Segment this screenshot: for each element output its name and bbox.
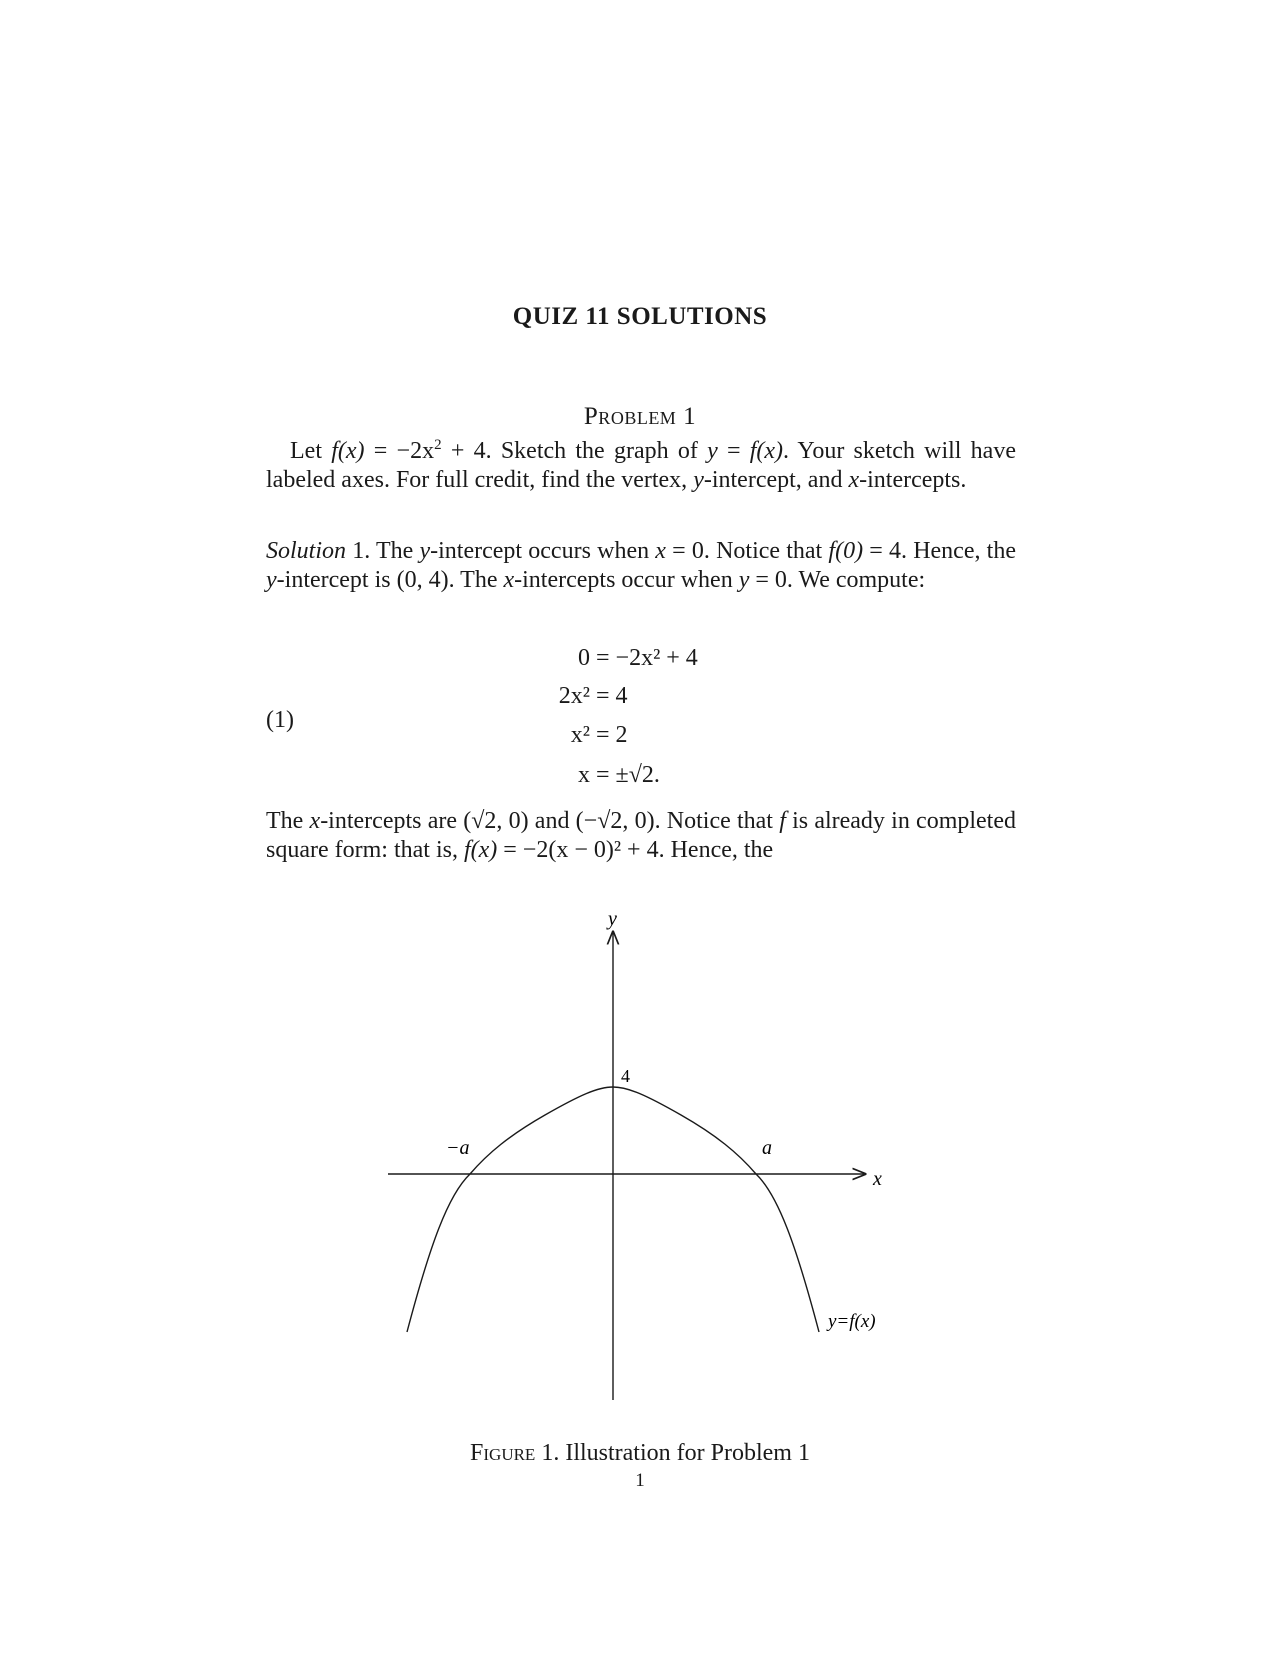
equation-rhs: = −2x² + 4	[596, 645, 698, 671]
math-var: y	[707, 438, 718, 464]
section-heading: Problem 1	[583, 403, 697, 430]
curve-label: y=f(x)	[828, 1311, 876, 1332]
after-text: is already in completed square form: that is,	[266, 808, 1016, 863]
caption-number: 1.	[535, 1440, 560, 1466]
after-text: -intercepts are (√2, 0) and (−√2, 0). Notice that	[320, 808, 780, 834]
math-var: f(x)	[749, 438, 784, 464]
neg-intercept-label: −a	[446, 1137, 470, 1159]
y-axis-label: y	[608, 908, 617, 930]
equation-rhs: = ±√2.	[596, 762, 660, 788]
problem-text: -intercept, and	[703, 467, 849, 493]
math-var: y	[419, 538, 431, 564]
problem-statement	[266, 437, 1016, 495]
equation-lhs: 2x²	[558, 683, 590, 709]
equation-lhs: 0	[578, 645, 590, 671]
caption-text: Illustration for Problem 1	[559, 1440, 810, 1466]
figure-caption	[0, 1440, 1280, 1467]
math-var: f(x)	[331, 438, 365, 464]
problem-text: Let	[290, 438, 332, 464]
math-var: y	[738, 567, 750, 593]
caption-label: Figure	[470, 1440, 536, 1466]
math-var: x	[503, 567, 515, 593]
solution-text: = 0. We compute:	[749, 567, 926, 593]
page-number: 1	[635, 1470, 645, 1491]
equation-lhs: x²	[570, 722, 590, 748]
equation-block	[266, 645, 1016, 795]
solution-text: = 4. Hence, the	[863, 538, 1016, 564]
math-var: x	[848, 467, 860, 493]
math-var: f(0)	[828, 538, 864, 564]
solution-text: = 0. Notice that	[665, 538, 829, 564]
parabola-sketch	[370, 895, 910, 1415]
equation-lhs: x	[578, 762, 590, 788]
math-var: x	[309, 808, 321, 834]
problem-text: . Your sketch will have labeled axes. For full credit, find the vertex,	[266, 438, 1016, 493]
math-exponent: 2	[434, 437, 442, 453]
solution-paragraph	[266, 537, 1016, 595]
after-text: = −2(x − 0)² + 4. Hence, the	[497, 837, 774, 863]
equation-rhs: = 4	[596, 683, 628, 709]
vertex-label: 4	[621, 1066, 630, 1086]
math-var: f	[779, 808, 786, 834]
solution-label: Solution	[266, 538, 347, 564]
figure-1	[370, 895, 910, 1415]
continuation-paragraph	[266, 807, 1016, 865]
pos-intercept-label: a	[762, 1137, 772, 1159]
problem-text: =	[717, 438, 750, 464]
math-var: y	[693, 467, 704, 493]
math-var: y	[266, 567, 277, 593]
problem-text: = −2x	[364, 438, 435, 464]
x-axis-label: x	[873, 1168, 882, 1190]
solution-text: -intercept is (0, 4). The	[276, 567, 504, 593]
after-text: The	[266, 808, 310, 834]
page-title: QUIZ 11 SOLUTIONS	[512, 303, 768, 330]
math-var: x	[655, 538, 666, 564]
problem-text: -intercepts.	[859, 467, 967, 493]
solution-text: -intercepts occur when	[514, 567, 739, 593]
math-var: f(x)	[463, 837, 498, 863]
solution-text: -intercept occurs when	[430, 538, 656, 564]
equation-rhs: = 2	[596, 722, 628, 748]
equation-number: (1)	[266, 707, 294, 733]
problem-text: + 4. Sketch the graph of	[441, 438, 708, 464]
solution-text: 1. The	[346, 538, 420, 564]
